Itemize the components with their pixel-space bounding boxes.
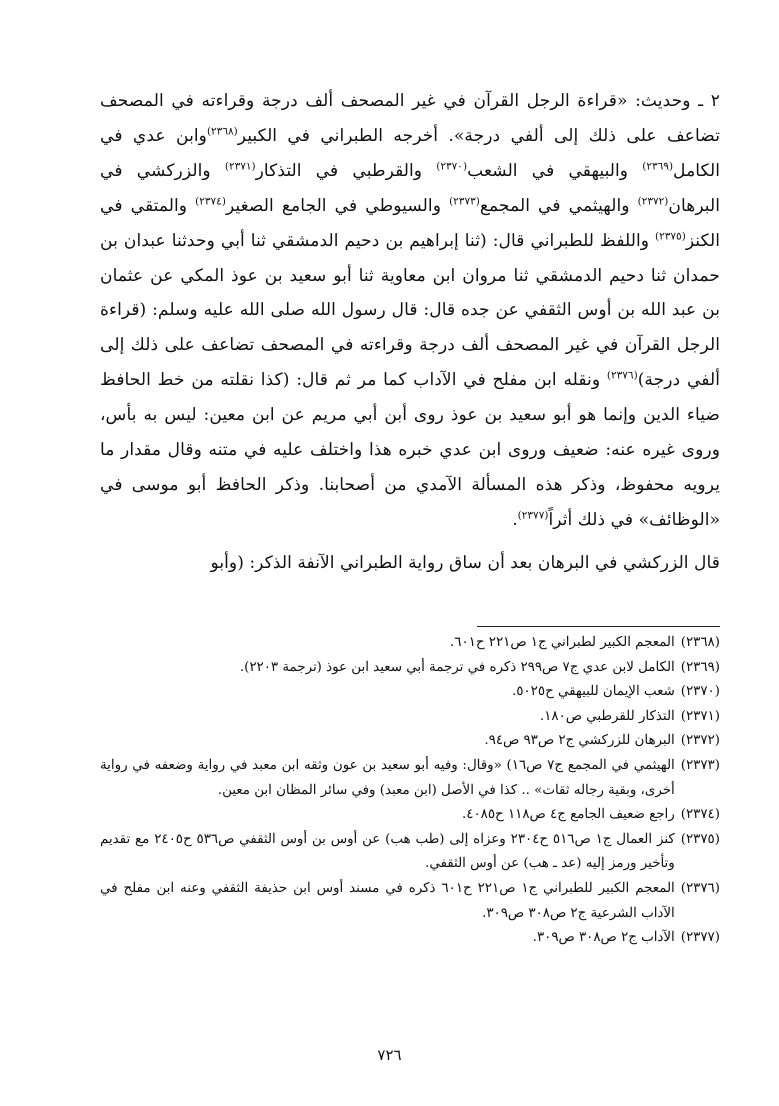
footnote (100, 803, 720, 828)
footnote-text: الهيثمي في المجمع ج٧ ص١٦) «وقال: وفيه أبو سعيد بن عون وثقه ابن معبد في رواية وضعفه في رواية أخرى، وبقية رجاله ثقات» .. كذا في الأصل (ابن معبد) وفي سائر المظان ابن معين. (100, 757, 675, 798)
footnote (100, 729, 720, 754)
footnote-text: الآداب ج٢ ص٣٠٨ ص٣٠٩. (532, 930, 675, 946)
footnote-text: شعب الإيمان للبيهقي ح٥٠٢٥. (512, 684, 675, 700)
footnote (100, 680, 720, 705)
main-text (100, 84, 720, 581)
footnote (100, 631, 720, 656)
footnote-marker[interactable]: (٢٣٧١) (224, 160, 256, 173)
footnote-text: راجع ضعيف الجامع ج٤ ص١١٨ ح٤٠٨٥. (462, 807, 675, 823)
footnote-text: التذكار للقرطبي ص١٨٠. (539, 708, 675, 724)
footnote-marker[interactable]: (٢٣٧٤) (195, 194, 226, 207)
text-segment: وابن عدي في الكامل (100, 125, 721, 181)
footnote-number: (٢٣٦٩) (680, 659, 720, 675)
footnote-marker[interactable]: (٢٣٧٦) (606, 369, 638, 382)
footnote-marker[interactable]: (٢٣٦٩) (642, 160, 674, 173)
footnote (100, 656, 720, 681)
footnote-text: كنز العمال ج١ ص٥١٦ ح٢٣٠٤ وعزاه إلى (طب هب) عن أوس بن أوس الثقفي ص٥٣٦ ح٢٤٠٥ مع تقديم وتأخير ورمز إليه (عد ـ هب) عن أوس الثقفي. (100, 831, 675, 872)
footnote-text: البرهان للزركشي ج٢ ص٩٣ ص٩٤. (484, 733, 675, 749)
footnote-marker[interactable]: (٢٣٧٣) (449, 194, 480, 207)
footnotes (100, 631, 720, 951)
footnote-text: الكامل لابن عدي ج٧ ص٢٩٩ ذكره في ترجمة أبي سعيد ابن عوذ (ترجمة ٢٢٠٣). (239, 659, 675, 675)
footnote-text: المعجم الكبير لطبراني ج١ ص٢٢١ ح٦٠١. (450, 635, 675, 650)
footnote-number: (٢٣٧٤) (680, 807, 720, 823)
footnote (100, 926, 720, 951)
footnote-number: (٢٣٦٨) (680, 635, 720, 650)
text-segment: والقرطبي في التذكار (255, 160, 437, 181)
text-segment: والمتقي في الكنز (100, 195, 720, 251)
footnote-marker[interactable]: (٢٣٦٨) (206, 125, 238, 138)
text-segment: ٢ ـ وحديث: «قراءة الرجل القرآن في غير المصحف ألف درجة وقراءته في المصحف تضاعف على ذلك إلى ألفي درجة». أخرجه الطبراني في الكبير (100, 91, 720, 146)
text-segment: ونقله ابن مفلح في الآداب كما مر ثم قال: (كذا نقلته من خط الحافظ ضياء الدين وإنما هو أبو سعيد بن عوذ روى أبن أبي مريم عن ابن معين: ليس به بأس، وروى غيره عنه: ضعيف وروى ابن عدي خبره هذا واختلف عليه في متنه وقال مقدار ما يرويه محفوظ، وذكر هذه المسألة الآمدي من أصحابنا. وذكر الحافظ أبو موسى في «الوظائف» في ذلك أثراً (100, 370, 720, 530)
footnote (100, 705, 720, 730)
footnote-number: (٢٣٧٧) (680, 930, 720, 946)
text-segment: والهيثمي في المجمع (479, 195, 638, 216)
footnote-marker[interactable]: (٢٣٧٢) (637, 194, 669, 207)
text-segment: . (512, 509, 518, 530)
footnote-separator (477, 626, 720, 627)
text-segment: والسيوطي في الجامع الصغير (225, 195, 450, 216)
text-segment: والبيهقي في الشعب (467, 160, 643, 181)
footnote (100, 754, 720, 803)
footnote-number: (٢٣٧٢) (680, 733, 720, 749)
footnote-number: (٢٣٧٦) (680, 880, 720, 896)
paragraph-hadith (100, 84, 720, 538)
page-number: ٧٢٦ (377, 1046, 402, 1064)
footnote-number: (٢٣٧١) (680, 708, 720, 724)
footnote-marker[interactable]: (٢٣٧٧) (517, 509, 549, 522)
footnote (100, 828, 720, 877)
text-segment: والزركشي في البرهان (100, 160, 720, 216)
footnote-marker[interactable]: (٢٣٧٠) (436, 160, 468, 173)
text-segment: واللفظ للطبراني قال: (ثنا إبراهيم بن دحيم الدمشقي ثنا أبي وحدثنا عبدان بن حمدان ثنا دحيم الدمشقي ثنا مروان ابن معاوية ثنا أبو سعيد بن عوذ المكي عن عثمان بن عبد الله بن أوس الثقفي عن جده قال: قال رسول الله صلى الله عليه وسلم: (قراءة الرجل القرآن في غير المصحف ألف درجة وقراءته في المصحف تضاعف على ذلك إلى ألفي درجة) (100, 230, 720, 391)
footnote-marker[interactable]: (٢٣٧٥) (655, 229, 686, 242)
footnote-text: المعجم الكبير للطبراني ج١ ص٢٢١ ح٦٠١ ذكره في مسند أوس ابن حذيفة الثقفي وعنه ابن مفلح في الآداب الشرعية ج٢ ص٣٠٨ ص٣٠٩. (100, 880, 675, 921)
footnote-number: (٢٣٧٠) (680, 684, 720, 700)
footnote-number: (٢٣٧٣) (680, 757, 720, 773)
footnote (100, 877, 720, 926)
footnote-number: (٢٣٧٥) (680, 831, 720, 847)
paragraph-zarkashi: قال الزركشي في البرهان بعد أن ساق رواية الطبراني الآنفة الذكر: (وأبو (210, 552, 720, 573)
